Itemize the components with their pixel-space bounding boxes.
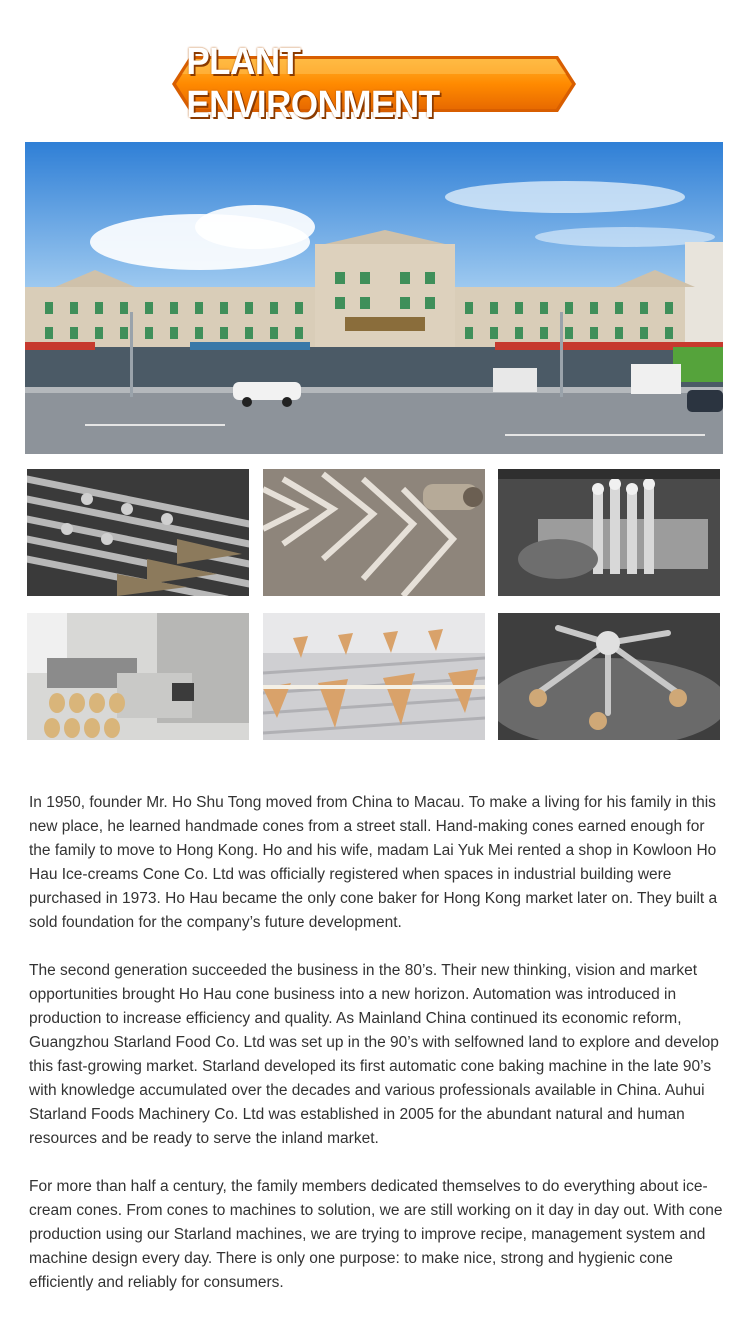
filling-nozzles-photo [498, 469, 720, 596]
history-paragraph-3: For more than half a century, the family members dedicated themselves to do everything about ice-cream cones. From cones to machines to solution, we are still working on it day in day out. With cone production using our Starland machines, we are trying to improve recipe, management system and machine design every day. There is only one purpose: to make nice, strong and hygienic cone efficiently and reliably for consumers. [29, 1178, 723, 1291]
baking-machine-line-photo [27, 613, 249, 740]
cone-mold-rods-photo [27, 469, 249, 596]
wafer-mold-plate-photo [263, 469, 485, 596]
history-paragraph-2: The second generation succeeded the business in the 80’s. Their new thinking, vision and market opportunities brought Ho Hau cone business into a new horizon. Automation was introduced in production to increase efficiency and quality. As Mainland China continued its economic reform, Guangzhou Starland Food Co. Ltd was set up in the 90’s with selfowned land to explore and develop this fast-growing market. Starland developed its first automatic cone baking machine in the late 90’s with knowledge accumulated over the decades and various professionals available in China. Auhui Starland Foods Machinery Co. Ltd was established in 2005 for the abundant natural and human resources and be ready to serve the inland market. [29, 962, 719, 1147]
cones-on-conveyor-photo [263, 613, 485, 740]
factory-building-photo [25, 142, 723, 454]
page-title: PLANT ENVIRONMENT [186, 41, 440, 126]
page-title-banner [170, 41, 578, 126]
rotary-baker-arm-photo [498, 613, 720, 740]
history-paragraph-1: In 1950, founder Mr. Ho Shu Tong moved from China to Macau. To make a living for his family in this new place, he learned handmade cones from a street stall. Hand-making cones earned enough for the family to move to Hong Kong. Ho and his wife, madam Lai Yuk Mei rented a shop in Kowloon Ho Hau Ice-creams Cone Co. Ltd was officially registered when spaces in industrial building were purchased in 1973. Ho Hau became the only cone baker for Hong Kong market later on. They built a sold foundation for the company’s future development. [29, 794, 718, 931]
